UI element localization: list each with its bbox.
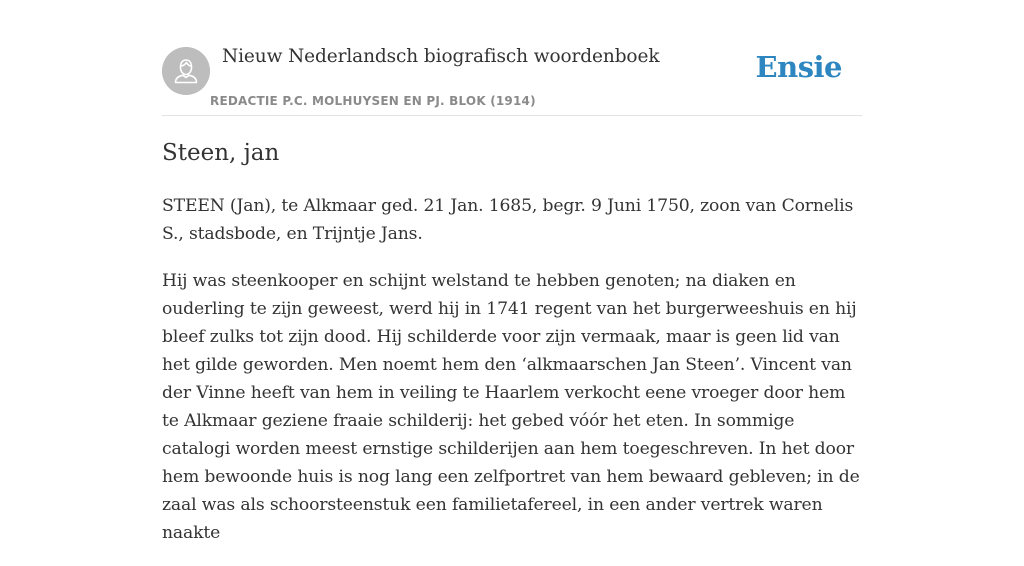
ensie-logo[interactable]: Ensie xyxy=(755,50,842,84)
source-header xyxy=(162,0,862,116)
page-title: Steen, jan xyxy=(162,140,280,166)
entry-paragraph: Hij was steenkooper en schijnt welstand te hebben genoten; na diaken en ouderling te zijn geweest, werd hij in 1741 regent van het burgerweeshuis en hij bleef zulks tot zijn dood. Hij schilderde voor zijn vermaak, maar is geen lid van het gilde geworden. Men noemt hem den ‘alkmaarschen Jan Steen’. Vincent van der Vinne heeft van hem in veiling te Haarlem verkocht eene vroeger door hem te Alkmaar geziene fraaie schilderij: het gebed vóór het eten. In sommige catalogi worden meest ernstige schilderijen aan hem toegeschreven. In het door hem bewoonde huis is nog lang een zelfportret van hem bewaard gebleven; in de zaal was als schoorsteenstuk een familietafereel, in een ander vertrek waren naakte xyxy=(162,271,860,543)
user-silhouette-icon xyxy=(162,47,210,95)
entry-paragraph: STEEN (Jan), te Alkmaar ged. 21 Jan. 1685, begr. 9 Juni 1750, zoon van Cornelis S., stadsbode, en Trijntje Jans. xyxy=(162,196,854,244)
avatar xyxy=(162,47,210,95)
article-page xyxy=(162,0,862,543)
editors-credit: REDACTIE P.C. MOLHUYSEN EN PJ. BLOK (1914) xyxy=(210,94,536,108)
entry-body xyxy=(162,192,862,566)
book-title[interactable]: Nieuw Nederlandsch biografisch woordenboek xyxy=(222,46,660,67)
